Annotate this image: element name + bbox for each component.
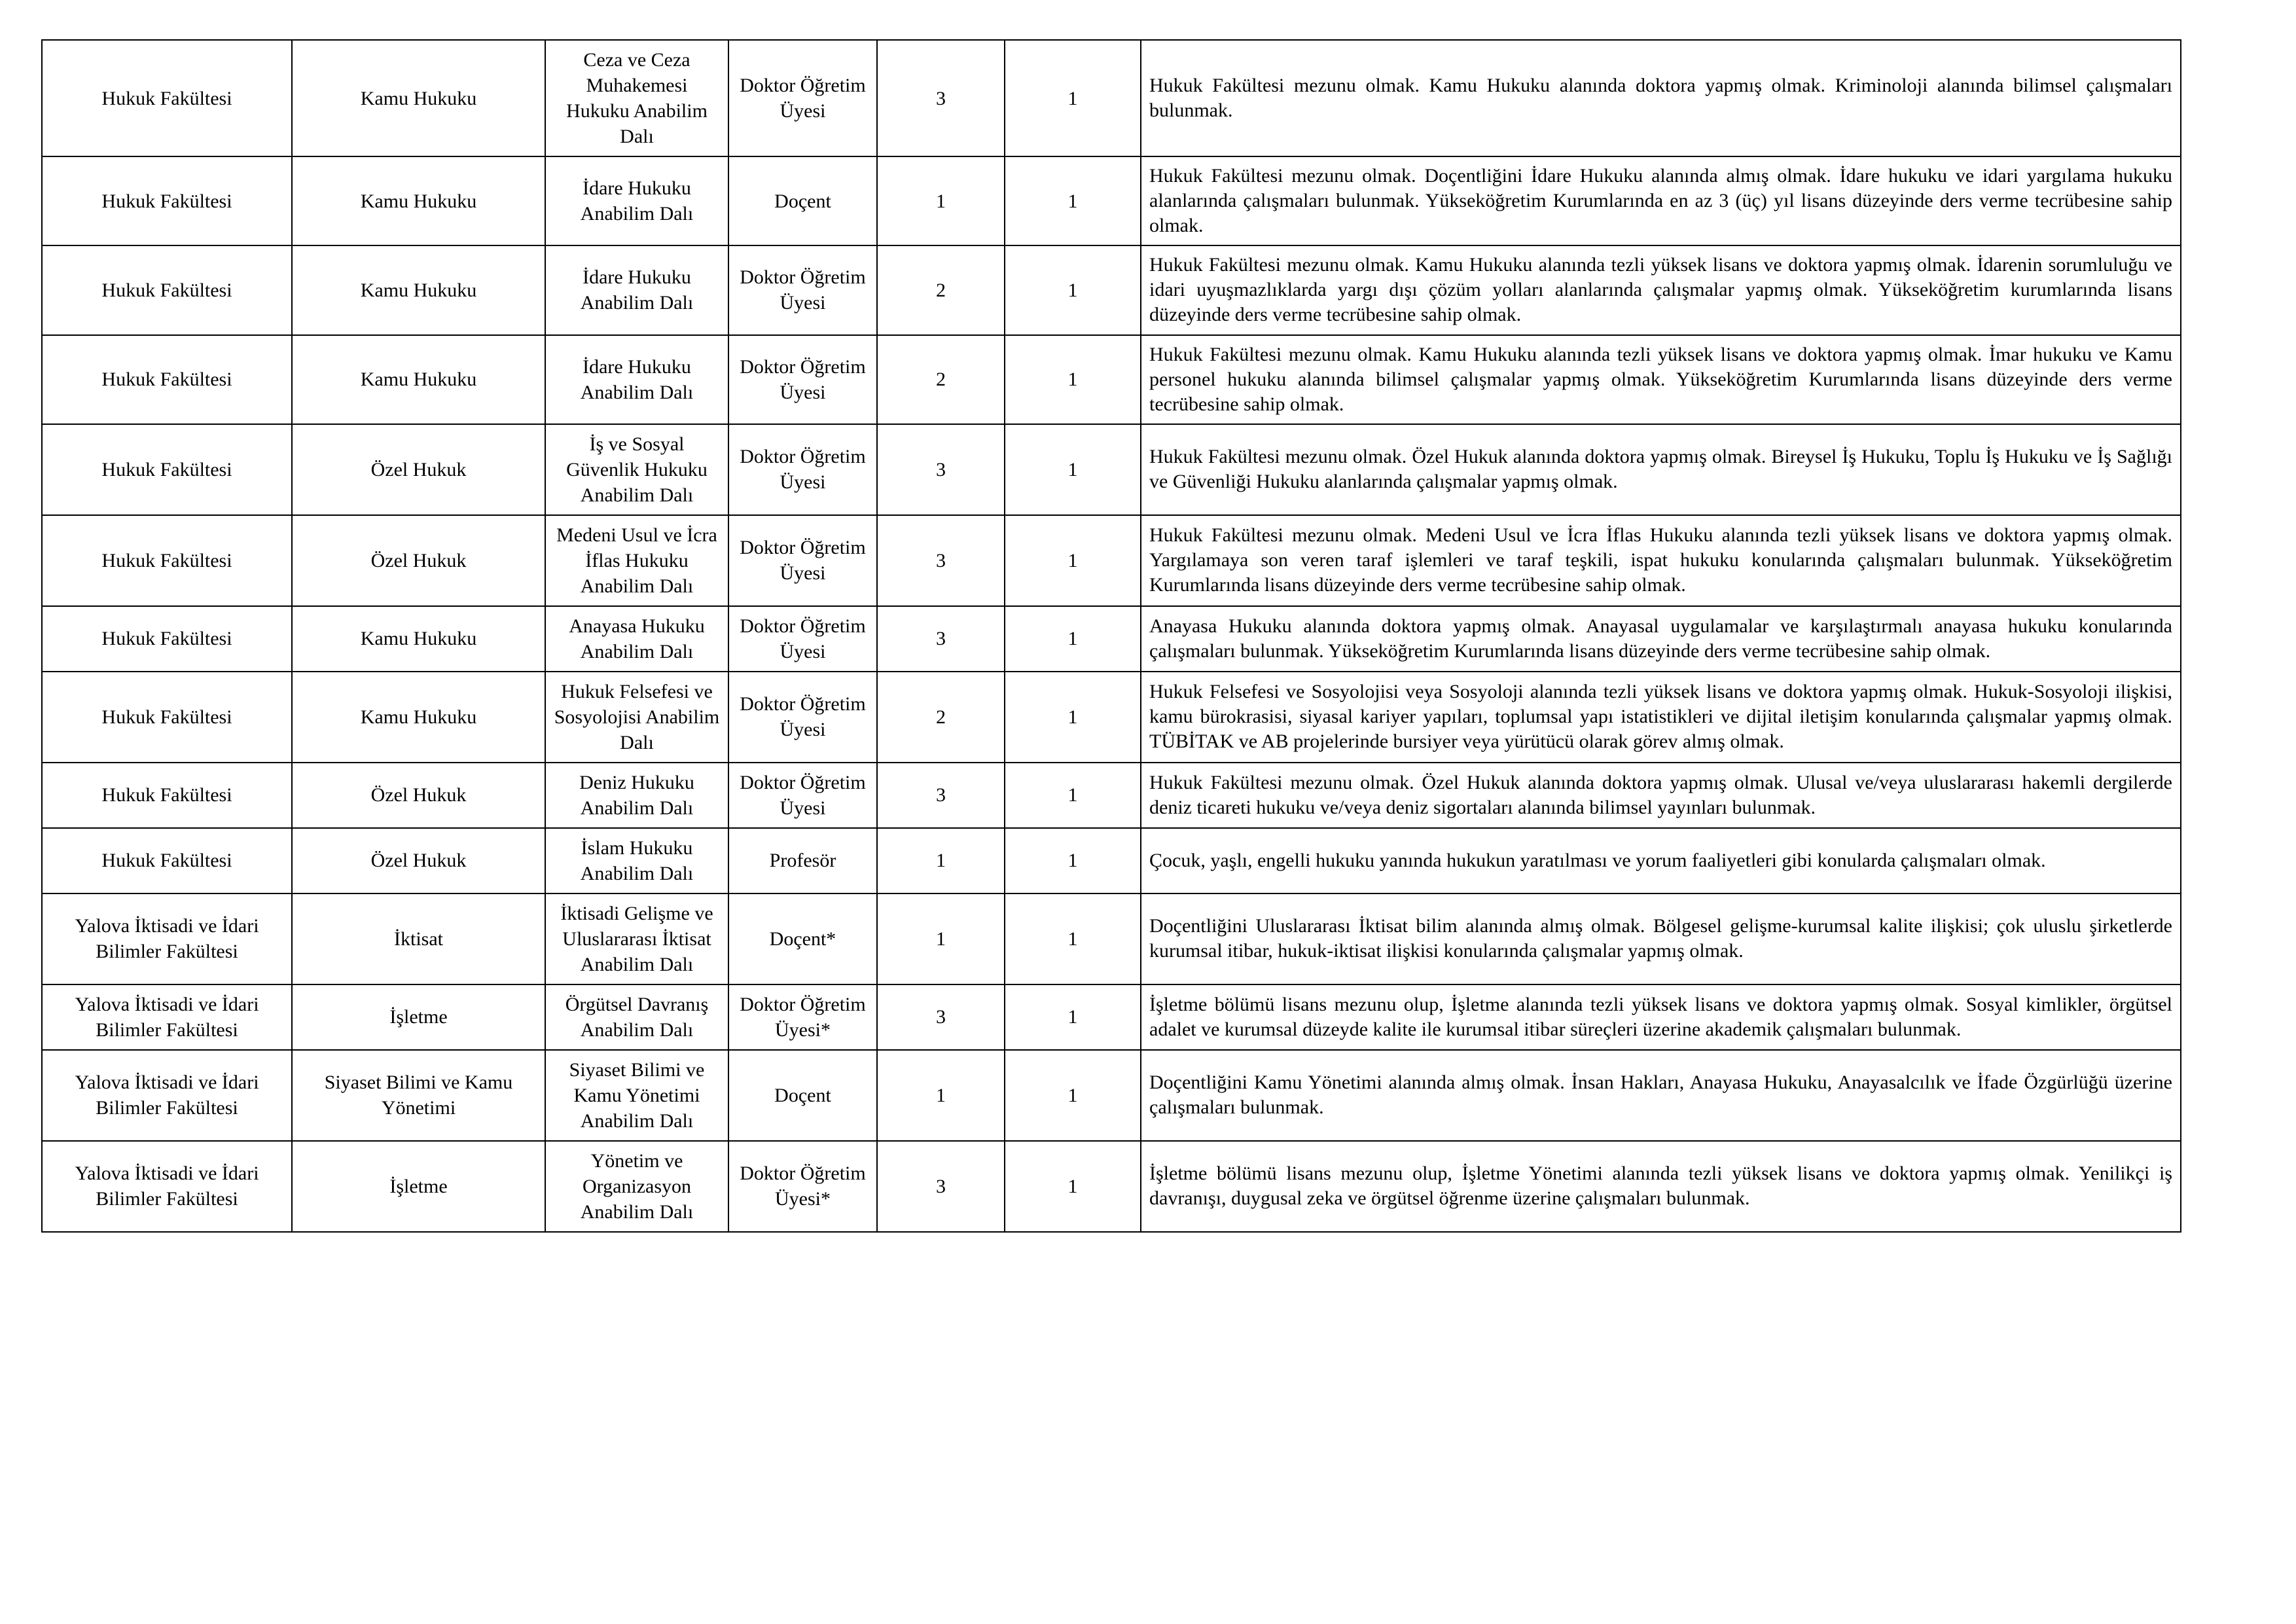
cell-degree: 3 — [877, 40, 1005, 156]
cell-description: Hukuk Fakültesi mezunu olmak. Özel Hukuk alanında doktora yapmış olmak. Bireysel İş Hukuku, Toplu İş Hukuku ve İş Sağlığı ve Güvenliği Hukuku alanlarında çalışmalar yapmış olmak. — [1141, 424, 2181, 515]
cell-degree: 1 — [877, 1050, 1005, 1141]
cell-faculty: Yalova İktisadi ve İdari Bilimler Fakültesi — [42, 893, 292, 984]
cell-department: Kamu Hukuku — [292, 40, 545, 156]
cell-faculty: Yalova İktisadi ve İdari Bilimler Fakültesi — [42, 1050, 292, 1141]
cell-degree: 2 — [877, 672, 1005, 763]
cell-title: Doktor Öğretim Üyesi — [728, 763, 877, 828]
cell-department: Kamu Hukuku — [292, 156, 545, 245]
cell-field: Yönetim ve Organizasyon Anabilim Dalı — [545, 1141, 728, 1232]
cell-description: İşletme bölümü lisans mezunu olup, İşletme Yönetimi alanında tezli yüksek lisans ve doktora yapmış olmak. Yenilikçi iş davranışı, duygusal zeka ve örgütsel öğrenme üzerine çalışmaları bulunmak. — [1141, 1141, 2181, 1232]
cell-department: Siyaset Bilimi ve Kamu Yönetimi — [292, 1050, 545, 1141]
cell-faculty: Hukuk Fakültesi — [42, 606, 292, 672]
cell-description: Hukuk Felsefesi ve Sosyolojisi veya Sosyoloji alanında tezli yüksek lisans ve doktora yapmış olmak. Hukuk-Sosyoloji ilişkisi, kamu bürokrasisi, siyasal kariyer yapıları, toplumsal yapı istatistikleri ve dijital iletişim konularında çalışmalar yapmış olmak. TÜBİTAK ve AB projelerinde bursiyer veya yürütücü olarak görev almış olmak. — [1141, 672, 2181, 763]
cell-department: Kamu Hukuku — [292, 335, 545, 424]
cell-degree: 3 — [877, 424, 1005, 515]
table-row — [42, 515, 2181, 606]
cell-description: Hukuk Fakültesi mezunu olmak. Özel Hukuk alanında doktora yapmış olmak. Ulusal ve/veya uluslararası hakemli dergilerde deniz ticareti hukuku ve/veya deniz sigortaları alanında bilimsel yayınları bulunmak. — [1141, 763, 2181, 828]
cell-count: 1 — [1005, 424, 1141, 515]
cell-title: Doçent — [728, 156, 877, 245]
cell-count: 1 — [1005, 606, 1141, 672]
cell-count: 1 — [1005, 245, 1141, 334]
cell-degree: 3 — [877, 515, 1005, 606]
cell-description: Doçentliğini Kamu Yönetimi alanında almış olmak. İnsan Hakları, Anayasa Hukuku, Anayasalcılık ve İfade Özgürlüğü üzerine çalışmaları bulunmak. — [1141, 1050, 2181, 1141]
cell-faculty: Hukuk Fakültesi — [42, 40, 292, 156]
cell-degree: 3 — [877, 984, 1005, 1050]
cell-count: 1 — [1005, 984, 1141, 1050]
cell-title: Doçent* — [728, 893, 877, 984]
academic-positions-table — [41, 39, 2181, 1233]
table-body — [42, 40, 2181, 1232]
cell-count: 1 — [1005, 1050, 1141, 1141]
cell-description: Anayasa Hukuku alanında doktora yapmış olmak. Anayasal uygulamalar ve karşılaştırmalı anayasa hukuku konularında çalışmaları bulunmak. Yükseköğretim Kurumlarında lisans düzeyinde ders verme tecrübesine sahip olmak. — [1141, 606, 2181, 672]
cell-title: Profesör — [728, 828, 877, 893]
cell-faculty: Hukuk Fakültesi — [42, 828, 292, 893]
cell-title: Doktor Öğretim Üyesi — [728, 335, 877, 424]
cell-title: Doktor Öğretim Üyesi — [728, 245, 877, 334]
cell-degree: 3 — [877, 606, 1005, 672]
cell-field: Örgütsel Davranış Anabilim Dalı — [545, 984, 728, 1050]
cell-degree: 1 — [877, 156, 1005, 245]
cell-faculty: Hukuk Fakültesi — [42, 763, 292, 828]
cell-department: Kamu Hukuku — [292, 606, 545, 672]
cell-faculty: Hukuk Fakültesi — [42, 335, 292, 424]
cell-department: Kamu Hukuku — [292, 245, 545, 334]
cell-degree: 2 — [877, 245, 1005, 334]
cell-count: 1 — [1005, 40, 1141, 156]
cell-description: Hukuk Fakültesi mezunu olmak. Medeni Usul ve İcra İflas Hukuku alanında tezli yüksek lisans ve doktora yapmış olmak. Yargılamaya son veren taraf işlemleri ve taraf teşkili, ispat hukuku konularında çalışmaları bulunmak. Yükseköğretim Kurumlarında lisans düzeyinde ders verme tecrübesine sahip olmak. — [1141, 515, 2181, 606]
cell-title: Doktor Öğretim Üyesi — [728, 606, 877, 672]
cell-field: İş ve Sosyal Güvenlik Hukuku Anabilim Dalı — [545, 424, 728, 515]
cell-title: Doktor Öğretim Üyesi — [728, 515, 877, 606]
table-row — [42, 1050, 2181, 1141]
cell-faculty: Yalova İktisadi ve İdari Bilimler Fakültesi — [42, 1141, 292, 1232]
cell-title: Doktor Öğretim Üyesi* — [728, 1141, 877, 1232]
cell-count: 1 — [1005, 763, 1141, 828]
cell-degree: 3 — [877, 763, 1005, 828]
cell-count: 1 — [1005, 1141, 1141, 1232]
cell-degree: 3 — [877, 1141, 1005, 1232]
table-row — [42, 828, 2181, 893]
cell-department: Kamu Hukuku — [292, 672, 545, 763]
cell-description: İşletme bölümü lisans mezunu olup, İşletme alanında tezli yüksek lisans ve doktora yapmış olmak. Sosyal kimlikler, örgütsel adalet ve kurumsal düzeyde kalite ile kurumsal itibar süreçleri üzerine akademik çalışmaları bulunmak. — [1141, 984, 2181, 1050]
cell-field: Anayasa Hukuku Anabilim Dalı — [545, 606, 728, 672]
cell-field: Medeni Usul ve İcra İflas Hukuku Anabilim Dalı — [545, 515, 728, 606]
table-row — [42, 893, 2181, 984]
cell-department: Özel Hukuk — [292, 828, 545, 893]
cell-faculty: Hukuk Fakültesi — [42, 424, 292, 515]
cell-degree: 2 — [877, 335, 1005, 424]
cell-field: Hukuk Felsefesi ve Sosyolojisi Anabilim Dalı — [545, 672, 728, 763]
cell-title: Doktor Öğretim Üyesi — [728, 424, 877, 515]
cell-description: Hukuk Fakültesi mezunu olmak. Kamu Hukuku alanında doktora yapmış olmak. Kriminoloji alanında bilimsel çalışmaları bulunmak. — [1141, 40, 2181, 156]
cell-field: İdare Hukuku Anabilim Dalı — [545, 245, 728, 334]
cell-description: Doçentliğini Uluslararası İktisat bilim alanında almış olmak. Bölgesel gelişme-kurumsal kalite ilişkisi; çok uluslu şirketlerde kurumsal itibar, hukuk-iktisat ilişkisi konularında çalışmalar yapmış olmak. — [1141, 893, 2181, 984]
cell-field: İdare Hukuku Anabilim Dalı — [545, 156, 728, 245]
cell-degree: 1 — [877, 828, 1005, 893]
cell-count: 1 — [1005, 893, 1141, 984]
cell-field: Deniz Hukuku Anabilim Dalı — [545, 763, 728, 828]
cell-count: 1 — [1005, 515, 1141, 606]
cell-count: 1 — [1005, 672, 1141, 763]
table-row — [42, 156, 2181, 245]
cell-department: İşletme — [292, 1141, 545, 1232]
cell-title: Doktor Öğretim Üyesi — [728, 672, 877, 763]
cell-faculty: Hukuk Fakültesi — [42, 515, 292, 606]
cell-title: Doçent — [728, 1050, 877, 1141]
table-row — [42, 245, 2181, 334]
cell-field: Siyaset Bilimi ve Kamu Yönetimi Anabilim Dalı — [545, 1050, 728, 1141]
cell-department: Özel Hukuk — [292, 763, 545, 828]
cell-description: Hukuk Fakültesi mezunu olmak. Kamu Hukuku alanında tezli yüksek lisans ve doktora yapmış olmak. İdarenin sorumluluğu ve idari uyuşmazlıklarda yargı dışı çözüm yolları alanlarında çalışmalar yapmış olmak. Yükseköğretim kurumlarında lisans düzeyinde ders verme tecrübesine sahip olmak. — [1141, 245, 2181, 334]
cell-description: Hukuk Fakültesi mezunu olmak. Kamu Hukuku alanında tezli yüksek lisans ve doktora yapmış olmak. İmar hukuku ve Kamu personel hukuku alanında bilimsel çalışmalar yapmış olmak. Yükseköğretim Kurumlarında lisans düzeyinde ders verme tecrübesine sahip olmak. — [1141, 335, 2181, 424]
cell-field: Ceza ve Ceza Muhakemesi Hukuku Anabilim Dalı — [545, 40, 728, 156]
cell-field: İktisadi Gelişme ve Uluslararası İktisat Anabilim Dalı — [545, 893, 728, 984]
table-row — [42, 606, 2181, 672]
cell-field: İslam Hukuku Anabilim Dalı — [545, 828, 728, 893]
table-row — [42, 1141, 2181, 1232]
table-row — [42, 984, 2181, 1050]
cell-faculty: Hukuk Fakültesi — [42, 156, 292, 245]
cell-count: 1 — [1005, 828, 1141, 893]
cell-count: 1 — [1005, 335, 1141, 424]
cell-department: Özel Hukuk — [292, 515, 545, 606]
cell-title: Doktor Öğretim Üyesi — [728, 40, 877, 156]
cell-title: Doktor Öğretim Üyesi* — [728, 984, 877, 1050]
cell-degree: 1 — [877, 893, 1005, 984]
cell-faculty: Hukuk Fakültesi — [42, 672, 292, 763]
table-row — [42, 672, 2181, 763]
cell-field: İdare Hukuku Anabilim Dalı — [545, 335, 728, 424]
table-row — [42, 424, 2181, 515]
table-row — [42, 335, 2181, 424]
cell-department: İktisat — [292, 893, 545, 984]
cell-count: 1 — [1005, 156, 1141, 245]
table-row — [42, 40, 2181, 156]
table-row — [42, 763, 2181, 828]
positions-table-container — [41, 39, 2180, 1233]
cell-department: İşletme — [292, 984, 545, 1050]
cell-description: Çocuk, yaşlı, engelli hukuku yanında hukukun yaratılması ve yorum faaliyetleri gibi konularda çalışmaları olmak. — [1141, 828, 2181, 893]
cell-description: Hukuk Fakültesi mezunu olmak. Doçentliğini İdare Hukuku alanında almış olmak. İdare hukuku ve idari yargılama hukuku alanlarında çalışmaları bulunmak. Yükseköğretim Kurumlarında en az 3 (üç) yıl lisans düzeyinde ders verme tecrübesine sahip olmak. — [1141, 156, 2181, 245]
cell-faculty: Yalova İktisadi ve İdari Bilimler Fakültesi — [42, 984, 292, 1050]
cell-department: Özel Hukuk — [292, 424, 545, 515]
cell-faculty: Hukuk Fakültesi — [42, 245, 292, 334]
